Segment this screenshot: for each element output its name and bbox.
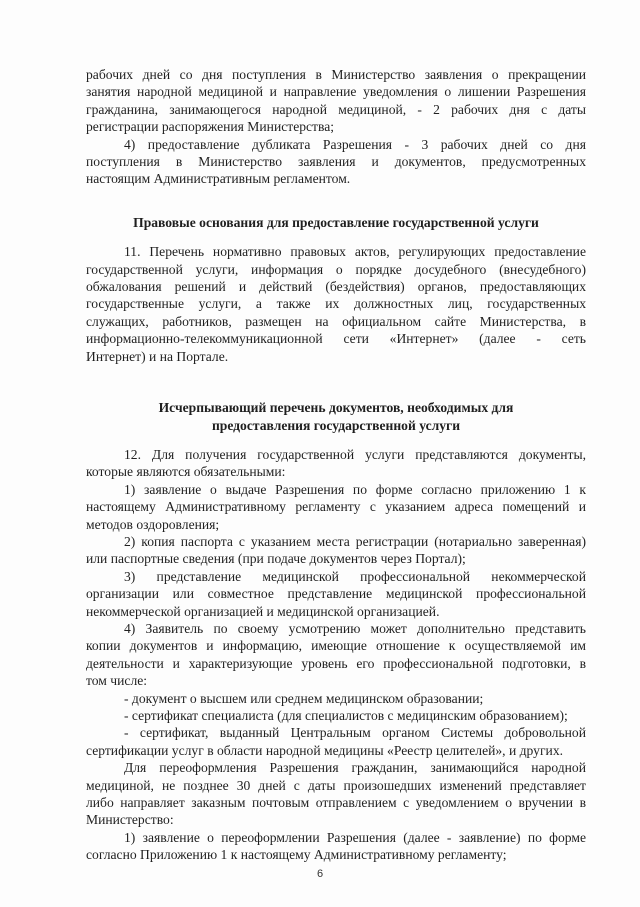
- text-line: 12. Для получения государственной услуги представляются документы,: [124, 446, 586, 462]
- text-line: деятельности и характеризующие уровень его профессиональной подготовки, в: [86, 655, 586, 671]
- document-body: [86, 66, 586, 864]
- text-line: рабочих дней со дня поступления в Министерство заявления о прекращении: [86, 67, 586, 82]
- spacer: [86, 188, 586, 214]
- paragraph: [86, 481, 586, 533]
- text-line: медициной, не позднее 30 дней с даты произошедших изменений представляет: [86, 777, 586, 793]
- paragraph: [86, 446, 586, 481]
- text-line: или паспортные сведения (при подаче документов через Портал);: [86, 551, 466, 567]
- text-line: которые являются обязательными:: [86, 464, 286, 480]
- text-line: 3) представление медицинской профессиональной некоммерческой: [124, 568, 586, 584]
- text-line: - сертификат специалиста (для специалистов с медицинским образованием);: [124, 708, 568, 723]
- text-line: 4) Заявитель по своему усмотрению может дополнительно представить: [124, 620, 586, 636]
- text-line: согласно Приложению 1 к настоящему Административному регламенту;: [86, 847, 507, 863]
- paragraph: [86, 620, 586, 690]
- section-heading: [86, 399, 586, 434]
- paragraph: [86, 66, 586, 136]
- paragraph: [86, 243, 586, 365]
- paragraph: [86, 759, 586, 829]
- text-line: 11. Перечень нормативно правовых актов, регулирующих предоставление: [124, 244, 586, 260]
- text-line: том числе:: [86, 673, 148, 689]
- text-line: Интернет) и на Портале.: [86, 348, 229, 364]
- text-line: обжалования решений и действий (бездействия) органов, предоставляющих: [86, 279, 586, 295]
- text-line: Для переоформления Разрешения гражданин, занимающийся народной: [124, 760, 586, 776]
- text-line: копии документов и информацию, имеющие отношение к осуществляемой им: [86, 638, 586, 654]
- text-line: настоящему Административному регламенту с указанием адреса помещений и: [86, 499, 586, 515]
- text-line: 1) заявление о выдаче Разрешения по форме согласно приложению 1 к: [124, 481, 586, 497]
- text-line: организации или совместное представление медицинской профессиональной: [86, 586, 586, 602]
- text-line: сертификации услуг в области народной медицины «Реестр целителей», и других.: [86, 742, 564, 758]
- paragraph: [86, 136, 586, 188]
- paragraph: [86, 568, 586, 620]
- page-number: 6: [316, 868, 324, 880]
- text-line: информационно-телекоммуникационной сети «Интернет» (далее - сеть: [86, 331, 586, 347]
- paragraph: [86, 533, 586, 568]
- text-line: занятия народной медициной и направление уведомления о лишении Разрешения: [86, 84, 586, 100]
- text-line: некоммерческой организацией и медицинской организацией.: [86, 603, 440, 619]
- text-line: - документ о высшем или среднем медицинском образовании;: [124, 690, 484, 706]
- text-line: государственные услуги, а также их должностных лиц, государственных: [86, 296, 586, 312]
- text-line: 1) заявление о переоформлении Разрешения (далее - заявление) по форме: [124, 829, 586, 845]
- text-line: государственной услуги, информация о порядке досудебного (внесудебного): [86, 261, 586, 277]
- text-line: методов оздоровления;: [86, 516, 220, 532]
- text-line: либо направляет заказным почтовым отправлением с уведомлением о вручении в: [86, 795, 586, 811]
- paragraph: [86, 829, 586, 864]
- spacer: [86, 365, 586, 399]
- text-line: 2) копия паспорта с указанием места регистрации (нотариально заверенная): [124, 533, 586, 549]
- text-line: Министерство:: [86, 812, 174, 828]
- paragraph: [86, 707, 586, 724]
- text-line: регистрации распоряжения Министерства;: [86, 119, 335, 135]
- text-line: поступления в Министерство заявления и документов, предусмотренных: [86, 154, 586, 170]
- text-line: гражданина, занимающегося народной медициной, - 2 рабочих дня с даты: [86, 101, 586, 117]
- paragraph: [86, 690, 586, 707]
- heading-line: предоставления государственной услуги: [211, 417, 461, 433]
- section-heading: [86, 214, 586, 231]
- text-line: 4) предоставление дубликата Разрешения - 3 рабочих дней со дня: [124, 136, 586, 152]
- spacer: [86, 434, 586, 446]
- heading-line: Правовые основания для предоставление государственной услуги: [133, 214, 539, 230]
- text-line: служащих, работников, размещен на официальном сайте Министерства, в: [86, 313, 586, 329]
- text-line: настоящим Административным регламентом.: [86, 171, 351, 187]
- spacer: [86, 231, 586, 243]
- heading-line: Исчерпывающий перечень документов, необходимых для: [158, 400, 514, 416]
- text-line: - сертификат, выданный Центральным органом Системы добровольной: [124, 725, 586, 741]
- paragraph: [86, 724, 586, 759]
